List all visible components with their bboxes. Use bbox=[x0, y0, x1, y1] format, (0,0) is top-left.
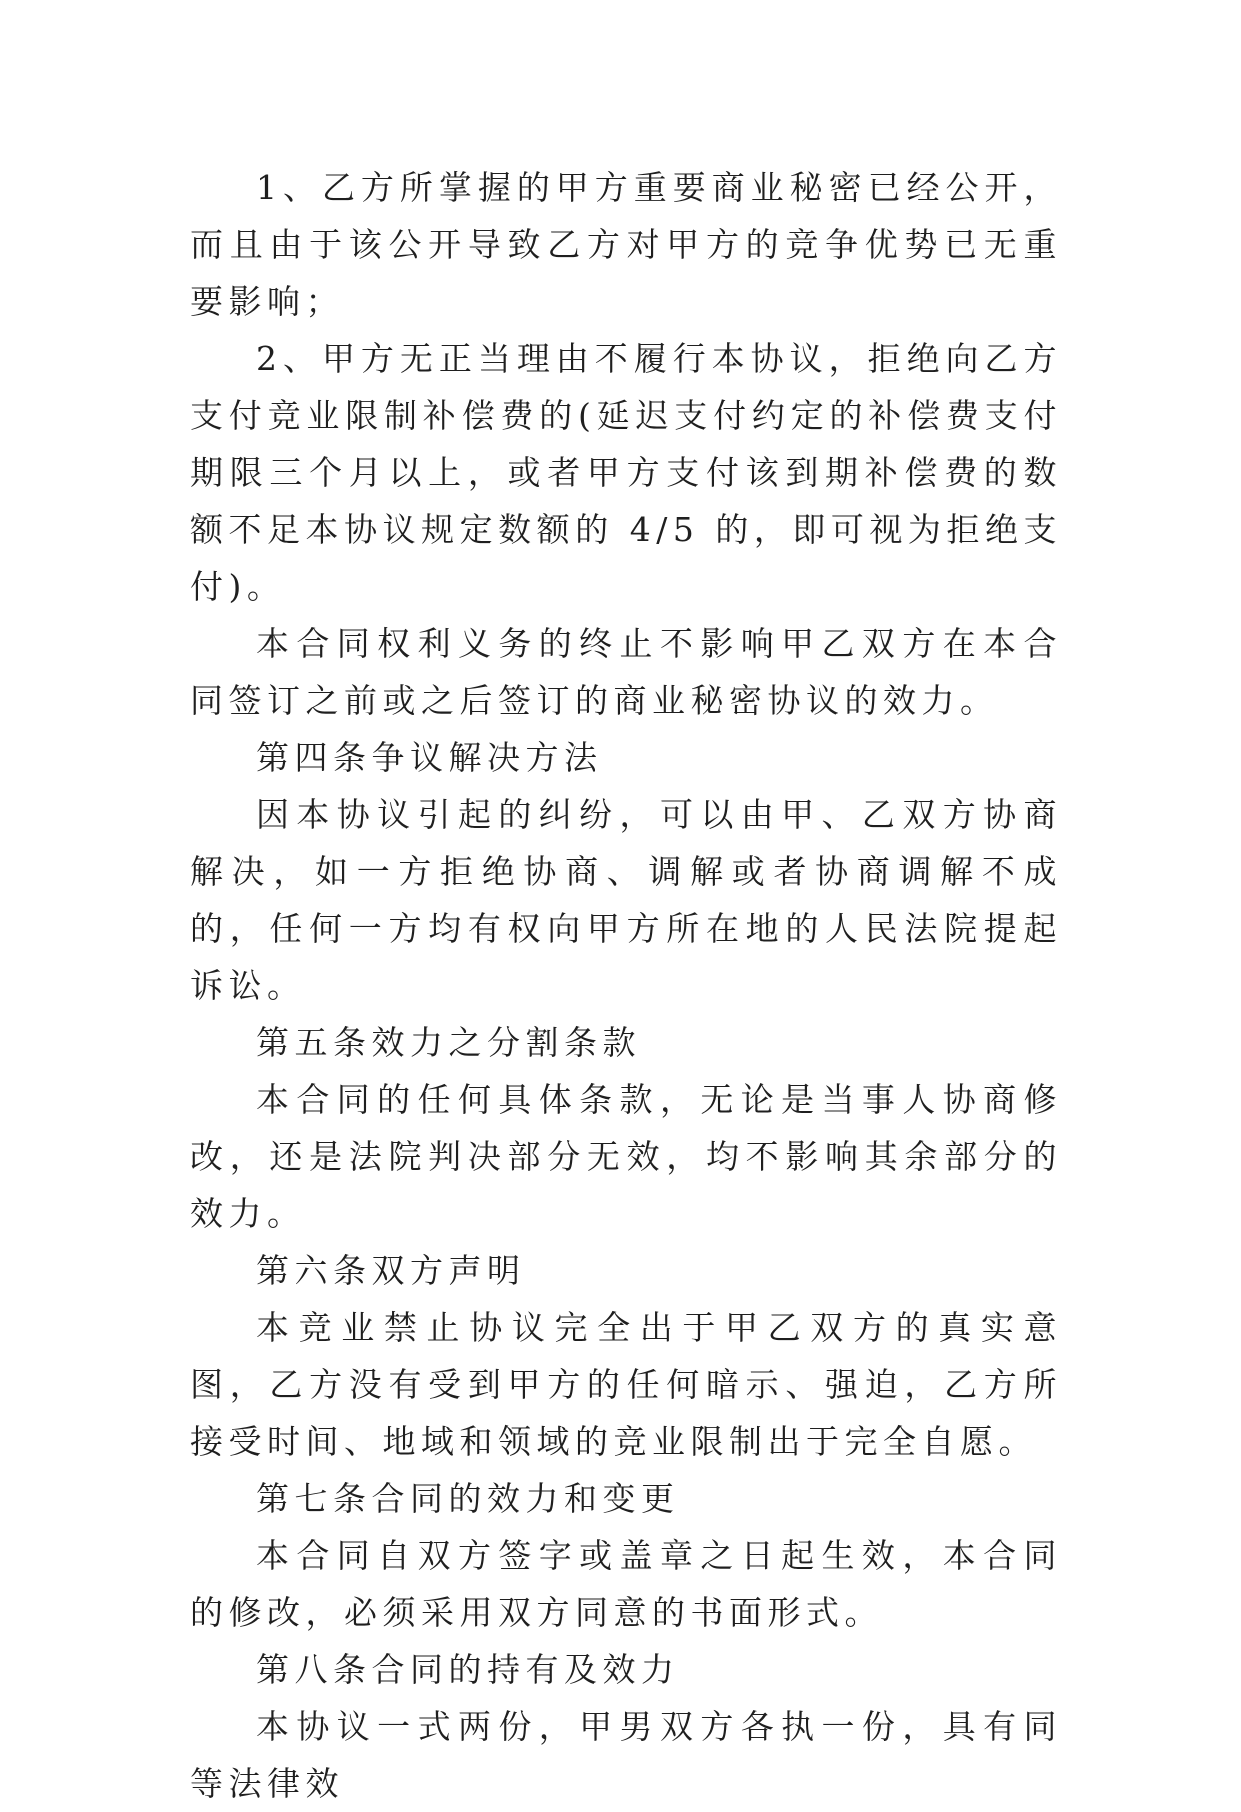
paragraph-validity-amendment: 本合同自双方签字或盖章之日起生效，本合同的修改，必须采用双方同意的书面形式。 bbox=[190, 1536, 1062, 1632]
heading-article-5: 第五条效力之分割条款 bbox=[256, 1023, 641, 1062]
paragraph-severability: 本合同的任何具体条款，无论是当事人协商修改，还是法院判决部分无效，均不影响其余部分的效力。 bbox=[190, 1080, 1062, 1233]
heading-article-7: 第七条合同的效力和变更 bbox=[256, 1479, 680, 1518]
paragraph-dispute-resolution: 因本协议引起的纠纷，可以由甲、乙双方协商解决，如一方拒绝协商、调解或者协商调解不成的，任何一方均有权向甲方所在地的人民法院提起诉讼。 bbox=[190, 795, 1062, 1005]
heading-article-8: 第八条合同的持有及效力 bbox=[256, 1650, 680, 1689]
paragraph-termination-effect: 本合同权利义务的终止不影响甲乙双方在本合同签订之前或之后签订的商业秘密协议的效力。 bbox=[190, 624, 1062, 720]
document-body bbox=[190, 159, 1062, 1812]
paragraph-copies: 本协议一式两份，甲男双方各执一份，具有同等法律效 bbox=[190, 1707, 1062, 1803]
heading-article-6: 第六条双方声明 bbox=[256, 1251, 526, 1290]
heading-article-4: 第四条争议解决方法 bbox=[256, 738, 603, 777]
paragraph-declaration: 本竞业禁止协议完全出于甲乙双方的真实意图，乙方没有受到甲方的任何暗示、强迫，乙方所接受时间、地域和领域的竞业限制出于完全自愿。 bbox=[190, 1308, 1062, 1461]
paragraph-termination-condition-1: 1、乙方所掌握的甲方重要商业秘密已经公开，而且由于该公开导致乙方对甲方的竞争优势已无重要影响； bbox=[190, 168, 1062, 321]
paragraph-termination-condition-2: 2、甲方无正当理由不履行本协议，拒绝向乙方支付竞业限制补偿费的(延迟支付约定的补偿费支付期限三个月以上，或者甲方支付该到期补偿费的数额不足本协议规定数额的 4/5 的，即可视为拒绝支付)。 bbox=[190, 339, 1062, 606]
